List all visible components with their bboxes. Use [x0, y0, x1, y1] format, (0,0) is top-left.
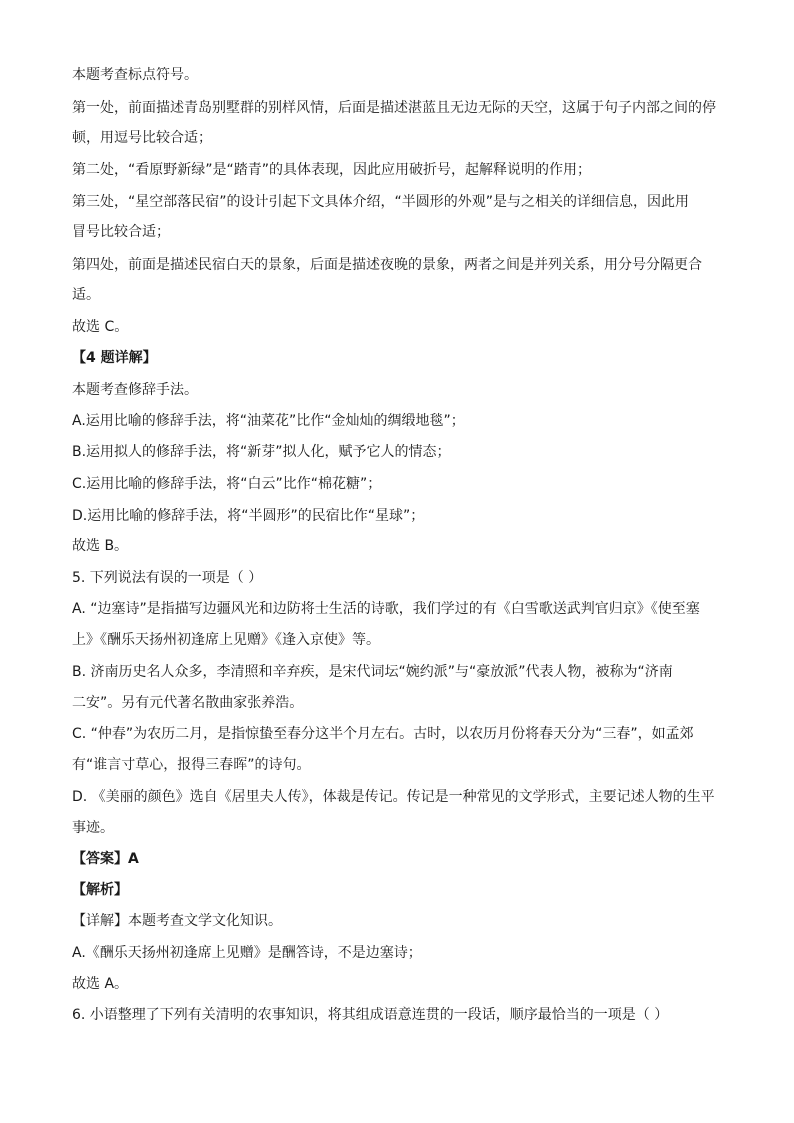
text-line: D.运用比喻的修辞手法，将“半圆形”的民宿比作“星球”； [72, 508, 425, 524]
text-line: 适。 [72, 287, 100, 303]
text-line: B.运用拟人的修辞手法，将“新芽”拟人化，赋予它人的情态； [72, 444, 451, 460]
option-d-cont: 事迹。 [72, 820, 114, 836]
text-line: 本题考查修辞手法。 [72, 382, 198, 398]
text-line: 故选 A。 [72, 976, 129, 992]
option-c-cont: 有“谁言寸草心，报得三春晖”的诗句。 [72, 757, 311, 773]
option-d: D. 《美丽的颜色》选自《居里夫人传》，体裁是传记。传记是一种常见的文学形式，主要记述人物的生平 [72, 789, 715, 805]
text-line: 第三处，“星空部落民宿”的设计引起下文具体介绍，“半圆形的外观”是与之相关的详细信息，因此用 [72, 194, 690, 210]
option-a-cont: 上》《酬乐天扬州初逢席上见赠》《逢入京使》等。 [72, 632, 380, 648]
answer-label: 【答案】A [72, 851, 139, 867]
text-line: 故选 B。 [72, 538, 129, 554]
text-line: A.运用比喻的修辞手法，将“油菜花”比作“金灿灿的绸缎地毯”； [72, 413, 465, 429]
text-line: 故选 C。 [72, 319, 129, 335]
option-b: B. 济南历史名人众多，李清照和辛弃疾，是宋代词坛“婉约派”与“豪放派”代表人物，被称为“济南 [72, 664, 673, 680]
option-b-cont: 二安”。另有元代著名散曲家张养浩。 [72, 695, 304, 711]
text-line: 本题考查标点符号。 [72, 67, 198, 83]
text-line: 第二处，“看原野新绿”是“踏青”的具体表现，因此应用破折号，起解释说明的作用； [72, 162, 592, 178]
option-c: C. “仲春”为农历二月，是指惊蛰至春分这半个月左右。古时，以农历月份将春天分为“三春”，如孟郊 [72, 726, 694, 742]
section-heading: 【4 题详解】 [72, 350, 157, 366]
question-6: 6. 小语整理了下列有关清明的农事知识，将其组成语意连贯的一段话，顺序最恰当的一项是（ ） [72, 1007, 669, 1023]
text-line: A.《酬乐天扬州初逢席上见赠》是酬答诗，不是边塞诗； [72, 945, 422, 961]
text-line: 【详解】本题考查文学文化知识。 [72, 913, 282, 929]
text-line: C.运用比喻的修辞手法，将“白云”比作“棉花糖”； [72, 476, 382, 492]
question-5: 5. 下列说法有误的一项是（ ） [72, 570, 263, 586]
option-a: A. “边塞诗”是指描写边疆风光和边防将士生活的诗歌，我们学过的有《白雪歌送武判官归京》《使至塞 [72, 601, 700, 617]
text-line: 第一处，前面描述青岛别墅群的别样风情，后面是描述湛蓝且无边无际的天空，这属于句子内部之间的停 [72, 100, 716, 116]
text-line: 顿，用逗号比较合适； [72, 130, 212, 146]
analysis-label: 【解析】 [72, 882, 128, 898]
text-line: 第四处，前面是描述民宿白天的景象，后面是描述夜晚的景象，两者之间是并列关系，用分号分隔更合 [72, 257, 702, 273]
text-line: 冒号比较合适； [72, 224, 170, 240]
